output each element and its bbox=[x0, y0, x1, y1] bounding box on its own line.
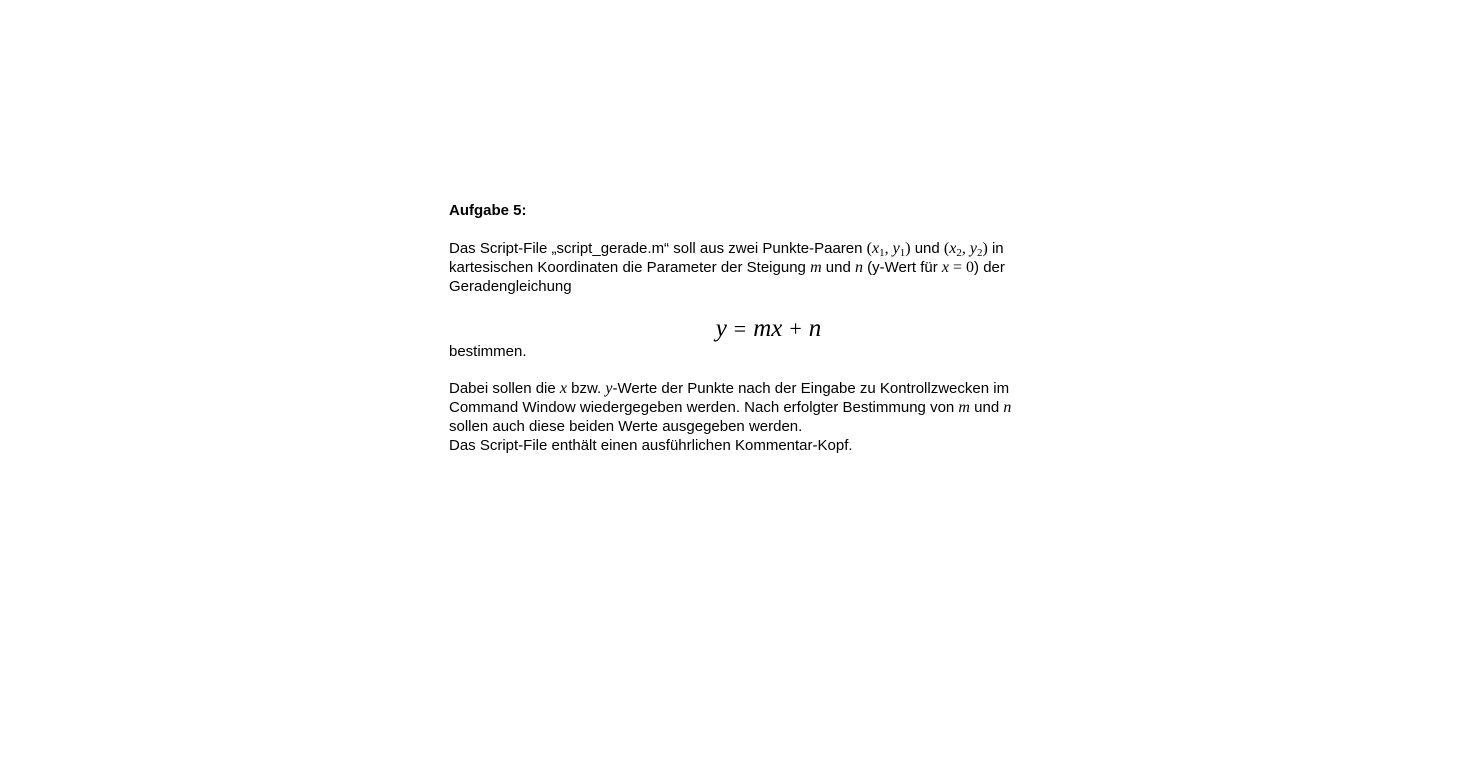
text-line: Das Script-File „script_gerade.m“ soll aus zwei Punkte-Paaren ($x_1$, $y_1$) und ($x_2$, $y_2$) in bbox=[449, 240, 1004, 259]
task-text-block bbox=[449, 201, 1050, 455]
text-line: kartesischen Koordinaten die Parameter der Steigung m und n (y-Wert für x = 0) der bbox=[449, 259, 1005, 276]
task-paragraph-details bbox=[449, 379, 1050, 455]
text-line: Dabei sollen die x bzw. y-Werte der Punkte nach der Eingabe zu Kontrollzwecken im bbox=[449, 380, 1010, 397]
text-line: Das Script-File enthält einen ausführlichen Kommentar-Kopf. bbox=[449, 437, 853, 454]
text-line-bestimmen: bestimmen. bbox=[449, 343, 527, 360]
text-line: Geradengleichung bbox=[449, 278, 572, 295]
text-line: Command Window wiedergegeben werden. Nach erfolgter Bestimmung von m und n bbox=[449, 399, 1012, 416]
line-equation: y = mx + n bbox=[715, 315, 822, 342]
task-heading: Aufgabe 5: bbox=[449, 202, 527, 219]
text-line: sollen auch diese beiden Werte ausgegeben werden. bbox=[449, 418, 803, 435]
task-paragraph-intro bbox=[449, 239, 1050, 296]
